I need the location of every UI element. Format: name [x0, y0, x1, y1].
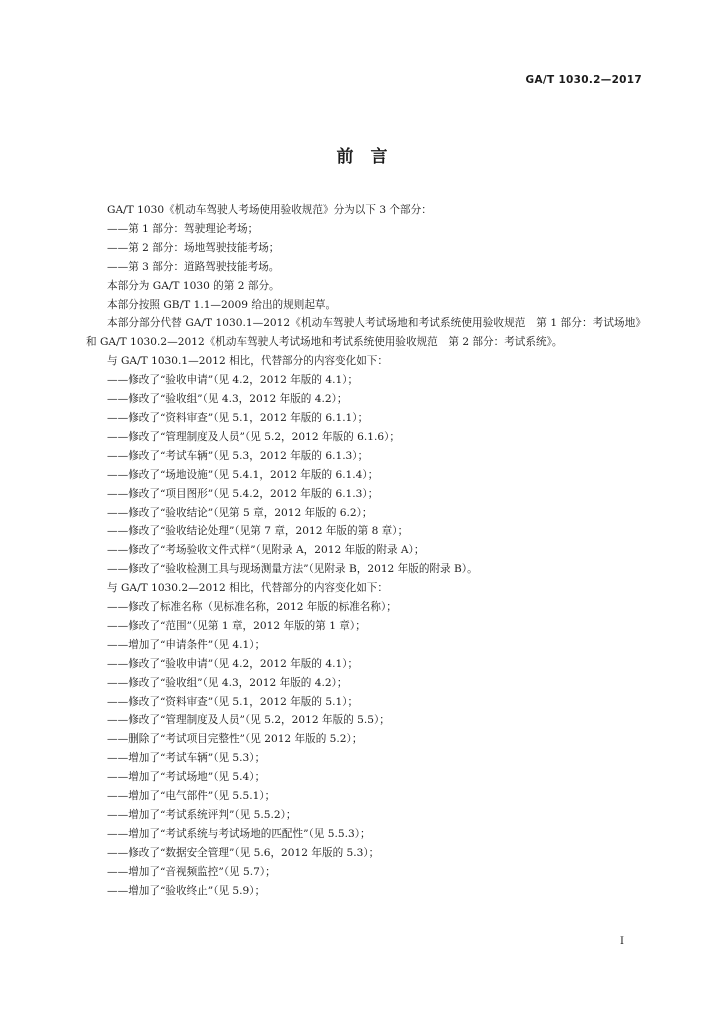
- body-line: ——增加了“考试车辆”（见 5.3）；: [107, 752, 266, 765]
- body-line: ——修改了“验收结论”（见第 5 章，2012 年版的 6.2）；: [107, 506, 373, 519]
- body-paragraph: 本部分部分代替 GA/T 1030.1—2012《机动车驾驶人考试场地和考试系统使用验收规范 第 1 部分：考试场地》和 GA/T 1030.2—2012《机动车驾驶人考试场地和考试系统使用验收规范 第 2 部分：考试系统》。: [86, 317, 646, 349]
- foreword-body: [86, 201, 646, 901]
- body-line: GA/T 1030《机动车驾驶人考场使用验收规范》分为以下 3 个部分：: [107, 204, 432, 216]
- body-line: ——修改了“资料审查”（见 5.1，2012 年版的 5.1）；: [107, 695, 359, 708]
- document-code-header: GA/T 1030.2—2017: [525, 74, 642, 86]
- body-line: ——第 1 部分：驾驶理论考场；: [107, 222, 259, 235]
- body-line: ——第 2 部分：场地驾驶技能考场；: [107, 241, 280, 254]
- body-line: ——增加了“电气部件”（见 5.5.1）；: [107, 790, 276, 803]
- body-line: ——增加了“申请条件”（见 4.1）；: [107, 638, 266, 651]
- body-line: ——修改了“验收申请”（见 4.2，2012 年版的 4.1）；: [107, 657, 359, 670]
- body-line: ——修改了“管理制度及人员”（见 5.2，2012 年版的 6.1.6）；: [107, 430, 400, 443]
- body-line: ——修改了“验收申请”（见 4.2，2012 年版的 4.1）；: [107, 374, 359, 387]
- body-line: ——增加了“考试系统评判”（见 5.5.2）；: [107, 809, 297, 821]
- body-line: ——修改了“管理制度及人员”（见 5.2，2012 年版的 5.5）；: [107, 714, 390, 727]
- body-line: ——增加了“考试场地”（见 5.4）；: [107, 771, 266, 784]
- page-number: Ⅰ: [620, 936, 624, 947]
- body-line: 本部分为 GA/T 1030 的第 2 部分。: [107, 279, 280, 292]
- body-line: ——修改了“验收组”（见 4.3，2012 年版的 4.2）；: [107, 676, 348, 689]
- body-line: ——增加了“音视频监控”（见 5.7）；: [107, 865, 276, 878]
- body-line: 与 GA/T 1030.2—2012 相比，代替部分的内容变化如下：: [107, 582, 388, 595]
- body-line: ——修改了“验收结论处理”（见第 7 章，2012 年版的第 8 章）；: [107, 525, 409, 538]
- body-line: ——修改了“考场验收文件式样”（见附录 A，2012 年版的附录 A）；: [107, 544, 425, 557]
- body-line: ——修改了“验收组”（见 4.3，2012 年版的 4.2）；: [107, 393, 348, 406]
- body-line: 与 GA/T 1030.1—2012 相比，代替部分的内容变化如下：: [107, 355, 388, 368]
- body-line: ——修改了“场地设施”（见 5.4.1，2012 年版的 6.1.4）；: [107, 468, 379, 481]
- page-title: 前 言: [336, 147, 388, 167]
- body-line: ——修改了“范围”（见第 1 章，2012 年版的第 1 章）；: [107, 619, 366, 632]
- body-line: ——修改了“资料审查”（见 5.1，2012 年版的 6.1.1）；: [107, 411, 369, 424]
- body-line: ——增加了“验收终止”（见 5.9）；: [107, 884, 266, 897]
- body-line: ——修改了“考试车辆”（见 5.3，2012 年版的 6.1.3）；: [107, 449, 369, 462]
- body-line: ——修改了“验收检测工具与现场测量方法”（见附录 B，2012 年版的附录 B）。: [107, 563, 478, 576]
- body-line: ——修改了标准名称（见标准名称，2012 年版的标准名称）；: [107, 601, 397, 614]
- body-line: ——第 3 部分：道路驾驶技能考场。: [107, 260, 280, 273]
- body-line: ——删除了“考试项目完整性”（见 2012 年版的 5.2）；: [107, 733, 363, 746]
- body-line: ——修改了“项目图形”（见 5.4.2，2012 年版的 6.1.3）；: [107, 487, 379, 500]
- body-line: ——增加了“考试系统与考试场地的匹配性”（见 5.5.3）；: [107, 827, 371, 840]
- body-line: 本部分按照 GB/T 1.1—2009 给出的规则起草。: [107, 298, 337, 311]
- body-line: ——修改了“数据安全管理”（见 5.6，2012 年版的 5.3）；: [107, 846, 380, 859]
